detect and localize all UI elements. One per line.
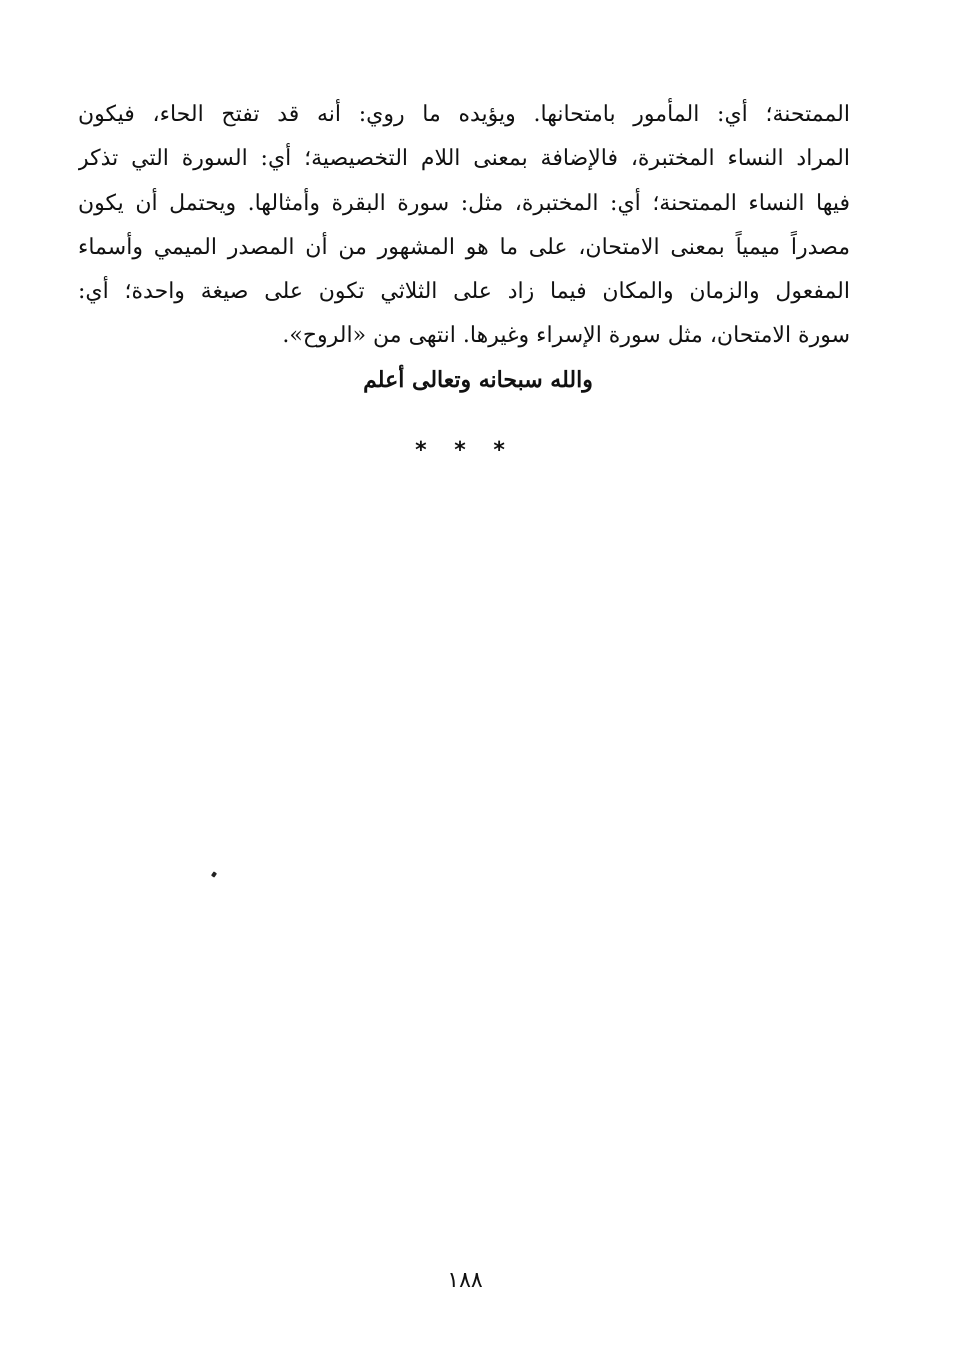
text-line: المفعول والزمان والمكان فيما زاد على الثلاثي تكون على صيغة واحدة؛ أي: [78,279,850,305]
text-line: المراد النساء المختبرة، فالإضافة بمعنى اللام التخصيصية؛ أي: السورة التي تذكر [78,146,850,172]
closing-phrase: والله سبحانه وتعالى أعلم [363,367,593,393]
text-line: مصدراً ميمياً بمعنى الامتحان، على ما هو المشهور من أن المصدر الميمي وأسماء [78,234,850,260]
text-line: الممتحنة؛ أي: المأمور بامتحانها. ويؤيده ما روي: أنه قد تفتح الحاء، فيكون [78,102,850,127]
page-number: ١٨٨ [447,1268,483,1293]
section-separator: * * * [415,438,515,463]
text-line: سورة الامتحان، مثل سورة الإسراء وغيرها. انتهى من «الروح». [282,323,850,349]
scan-speck [211,871,217,877]
body-paragraph [78,93,850,359]
text-line: فيها النساء الممتحنة؛ أي: المختبرة، مثل: سورة البقرة وأمثالها. ويحتمل أن يكون [78,190,850,216]
